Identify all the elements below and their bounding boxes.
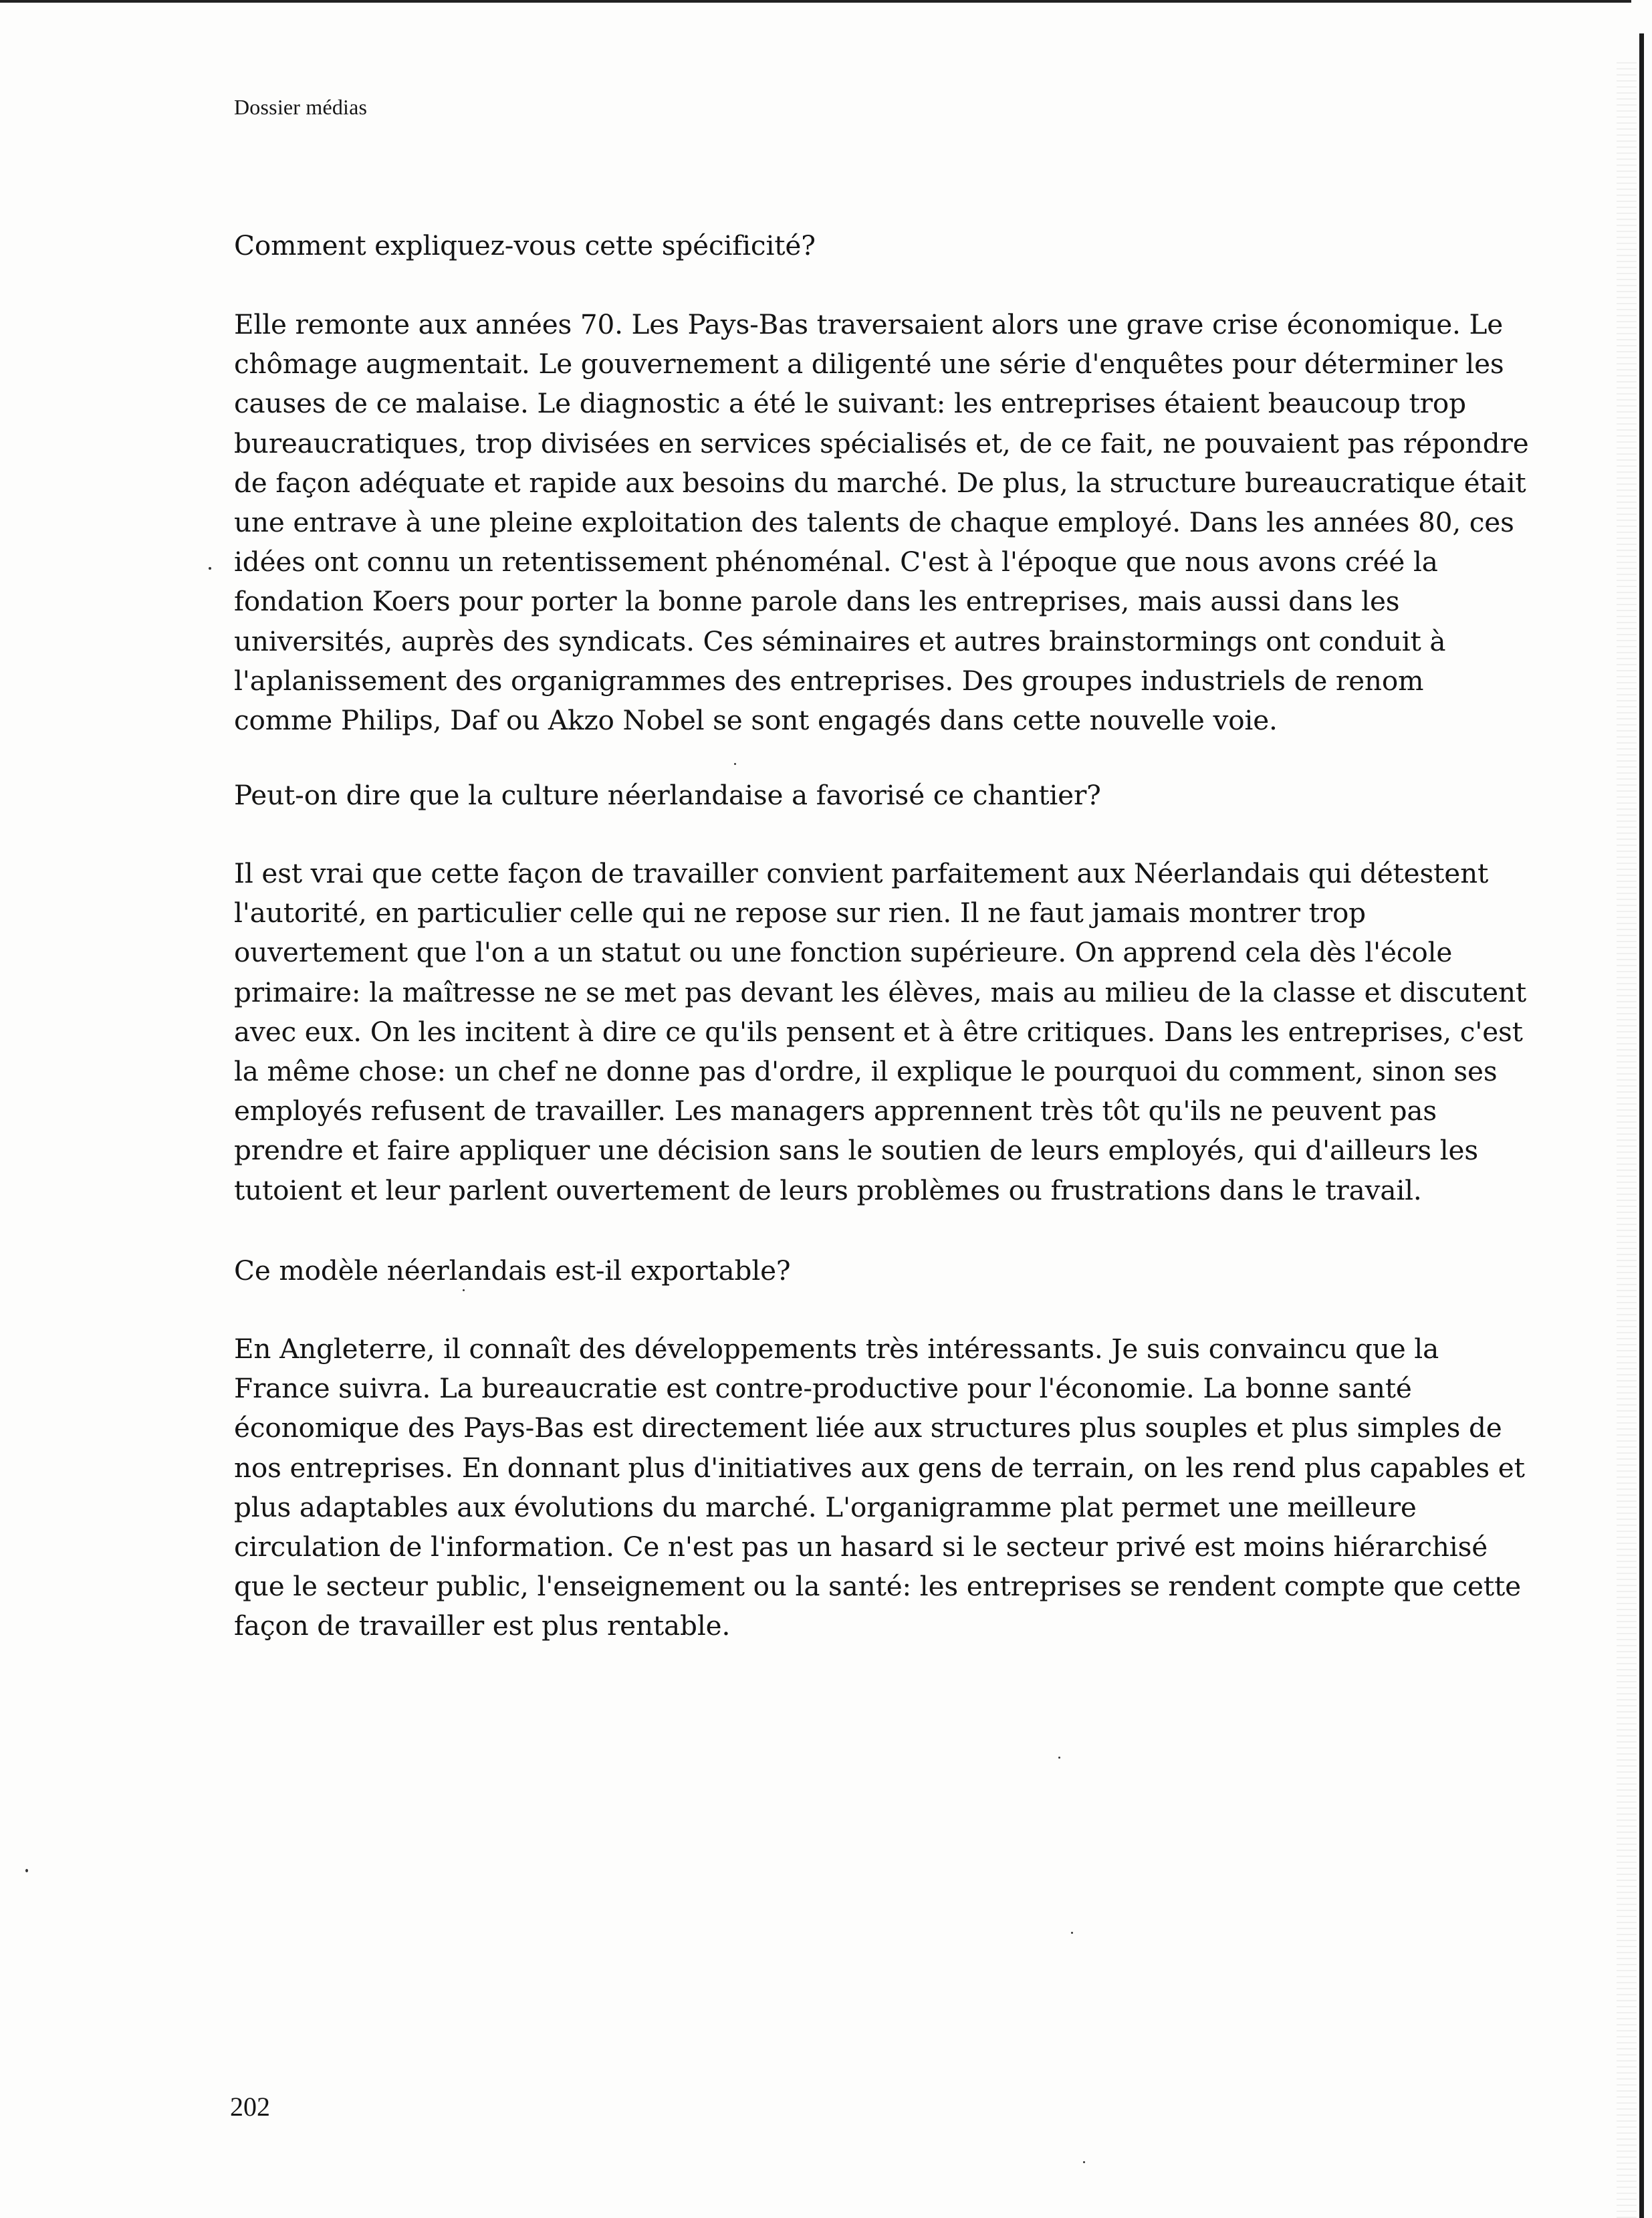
answer-line: employés refusent de travailler. Les managers apprennent très tôt qu'ils ne peuvent pas — [234, 1095, 1437, 1127]
answer-line: économique des Pays-Bas est directement liée aux structures plus souples et plus simples de — [234, 1412, 1502, 1444]
answer-line: que le secteur public, l'enseignement ou la santé: les entreprises se rendent compte que cette — [234, 1570, 1521, 1603]
answer-line: chômage augmentait. Le gouvernement a diligenté une série d'enquêtes pour déterminer les — [234, 348, 1504, 380]
answer-line: En Angleterre, il connaît des développements très intéressants. Je suis convaincu que la — [234, 1333, 1439, 1365]
answer-line: tutoient et leur parlent ouvertement de leurs problèmes ou frustrations dans le travail. — [234, 1174, 1422, 1206]
question-text: Peut-on dire que la culture néerlandaise a favorisé ce chantier? — [234, 779, 1101, 811]
answer-line: idées ont connu un retentissement phénoménal. C'est à l'époque que nous avons créé la — [234, 546, 1438, 578]
answer-line: circulation de l'information. Ce n'est pas un hasard si le secteur privé est moins hiérarchisé — [234, 1531, 1488, 1563]
answer-line: bureaucratiques, trop divisées en services spécialisés et, de ce fait, ne pouvaient pas répondre — [234, 427, 1529, 459]
question-2 — [234, 776, 1478, 815]
answer-line: ouvertement que l'on a un statut ou une fonction supérieure. On apprend cela dès l'école — [234, 936, 1453, 969]
question-text: Comment expliquez-vous cette spécificité? — [234, 229, 816, 261]
answer-line: Elle remonte aux années 70. Les Pays-Bas traversaient alors une grave crise économique. Le — [234, 308, 1504, 340]
scan-speck — [209, 567, 211, 570]
answer-2 — [234, 854, 1527, 1210]
answer-line: comme Philips, Daf ou Akzo Nobel se sont engagés dans cette nouvelle voie. — [234, 704, 1278, 737]
answer-line: de façon adéquate et rapide aux besoins du marché. De plus, la structure bureaucratique était — [234, 466, 1526, 499]
answer-line: prendre et faire appliquer une décision sans le soutien de leurs employés, qui d'ailleurs les — [234, 1134, 1478, 1167]
question-1 — [234, 226, 1478, 265]
answer-line: la même chose: un chef ne donne pas d'ordre, il explique le pourquoi du comment, sinon ses — [234, 1055, 1498, 1088]
answer-line: plus adaptables aux évolutions du marché. L'organigramme plat permet une meilleure — [234, 1490, 1417, 1523]
answer-line: universités, auprès des syndicats. Ces séminaires et autres brainstormings ont conduit à — [234, 625, 1446, 657]
running-header: Dossier médias — [234, 95, 368, 119]
scan-speck — [734, 763, 736, 765]
answer-line: Il est vrai que cette façon de travailler convient parfaitement aux Néerlandais qui détestent — [234, 857, 1489, 889]
scan-top-border — [0, 0, 1631, 3]
answer-line: France suivra. La bureaucratie est contre-productive pour l'économie. La bonne santé — [234, 1372, 1412, 1405]
answer-line: fondation Koers pour porter la bonne parole dans les entreprises, mais aussi dans les — [234, 585, 1400, 618]
answer-line: l'autorité, en particulier celle qui ne repose sur rien. Il ne faut jamais montrer trop — [234, 897, 1366, 929]
answer-line: causes de ce malaise. Le diagnostic a été le suivant: les entreprises étaient beaucoup trop — [234, 387, 1466, 420]
question-text: Ce modèle néerlandais est-il exportable? — [234, 1254, 791, 1287]
answer-line: primaire: la maîtresse ne se met pas devant les élèves, mais au milieu de la classe et discutent — [234, 976, 1527, 1008]
answer-line: l'aplanissement des organigrammes des entreprises. Des groupes industriels de renom — [234, 664, 1424, 697]
answer-line: nos entreprises. En donnant plus d'initiatives aux gens de terrain, on les rend plus capables et — [234, 1451, 1525, 1484]
scan-right-border — [1639, 33, 1644, 2218]
answer-line: une entrave à une pleine exploitation des talents de chaque employé. Dans les années 80, ces — [234, 506, 1514, 539]
page-number: 202 — [230, 2092, 270, 2122]
answer-3 — [234, 1329, 1525, 1646]
question-3 — [234, 1251, 1478, 1291]
scan-speck — [1071, 1932, 1073, 1934]
scan-edge-noise — [1617, 60, 1637, 2218]
answer-line: avec eux. On les incitent à dire ce qu'ils pensent et à être critiques. Dans les entreprises, c'est — [234, 1015, 1523, 1048]
scan-speck — [1058, 1757, 1060, 1759]
answer-line: façon de travailler est plus rentable. — [234, 1610, 731, 1642]
scan-speck — [25, 1869, 28, 1872]
scan-speck — [1083, 2161, 1085, 2163]
scan-speck — [463, 1289, 465, 1291]
answer-1 — [234, 305, 1529, 740]
